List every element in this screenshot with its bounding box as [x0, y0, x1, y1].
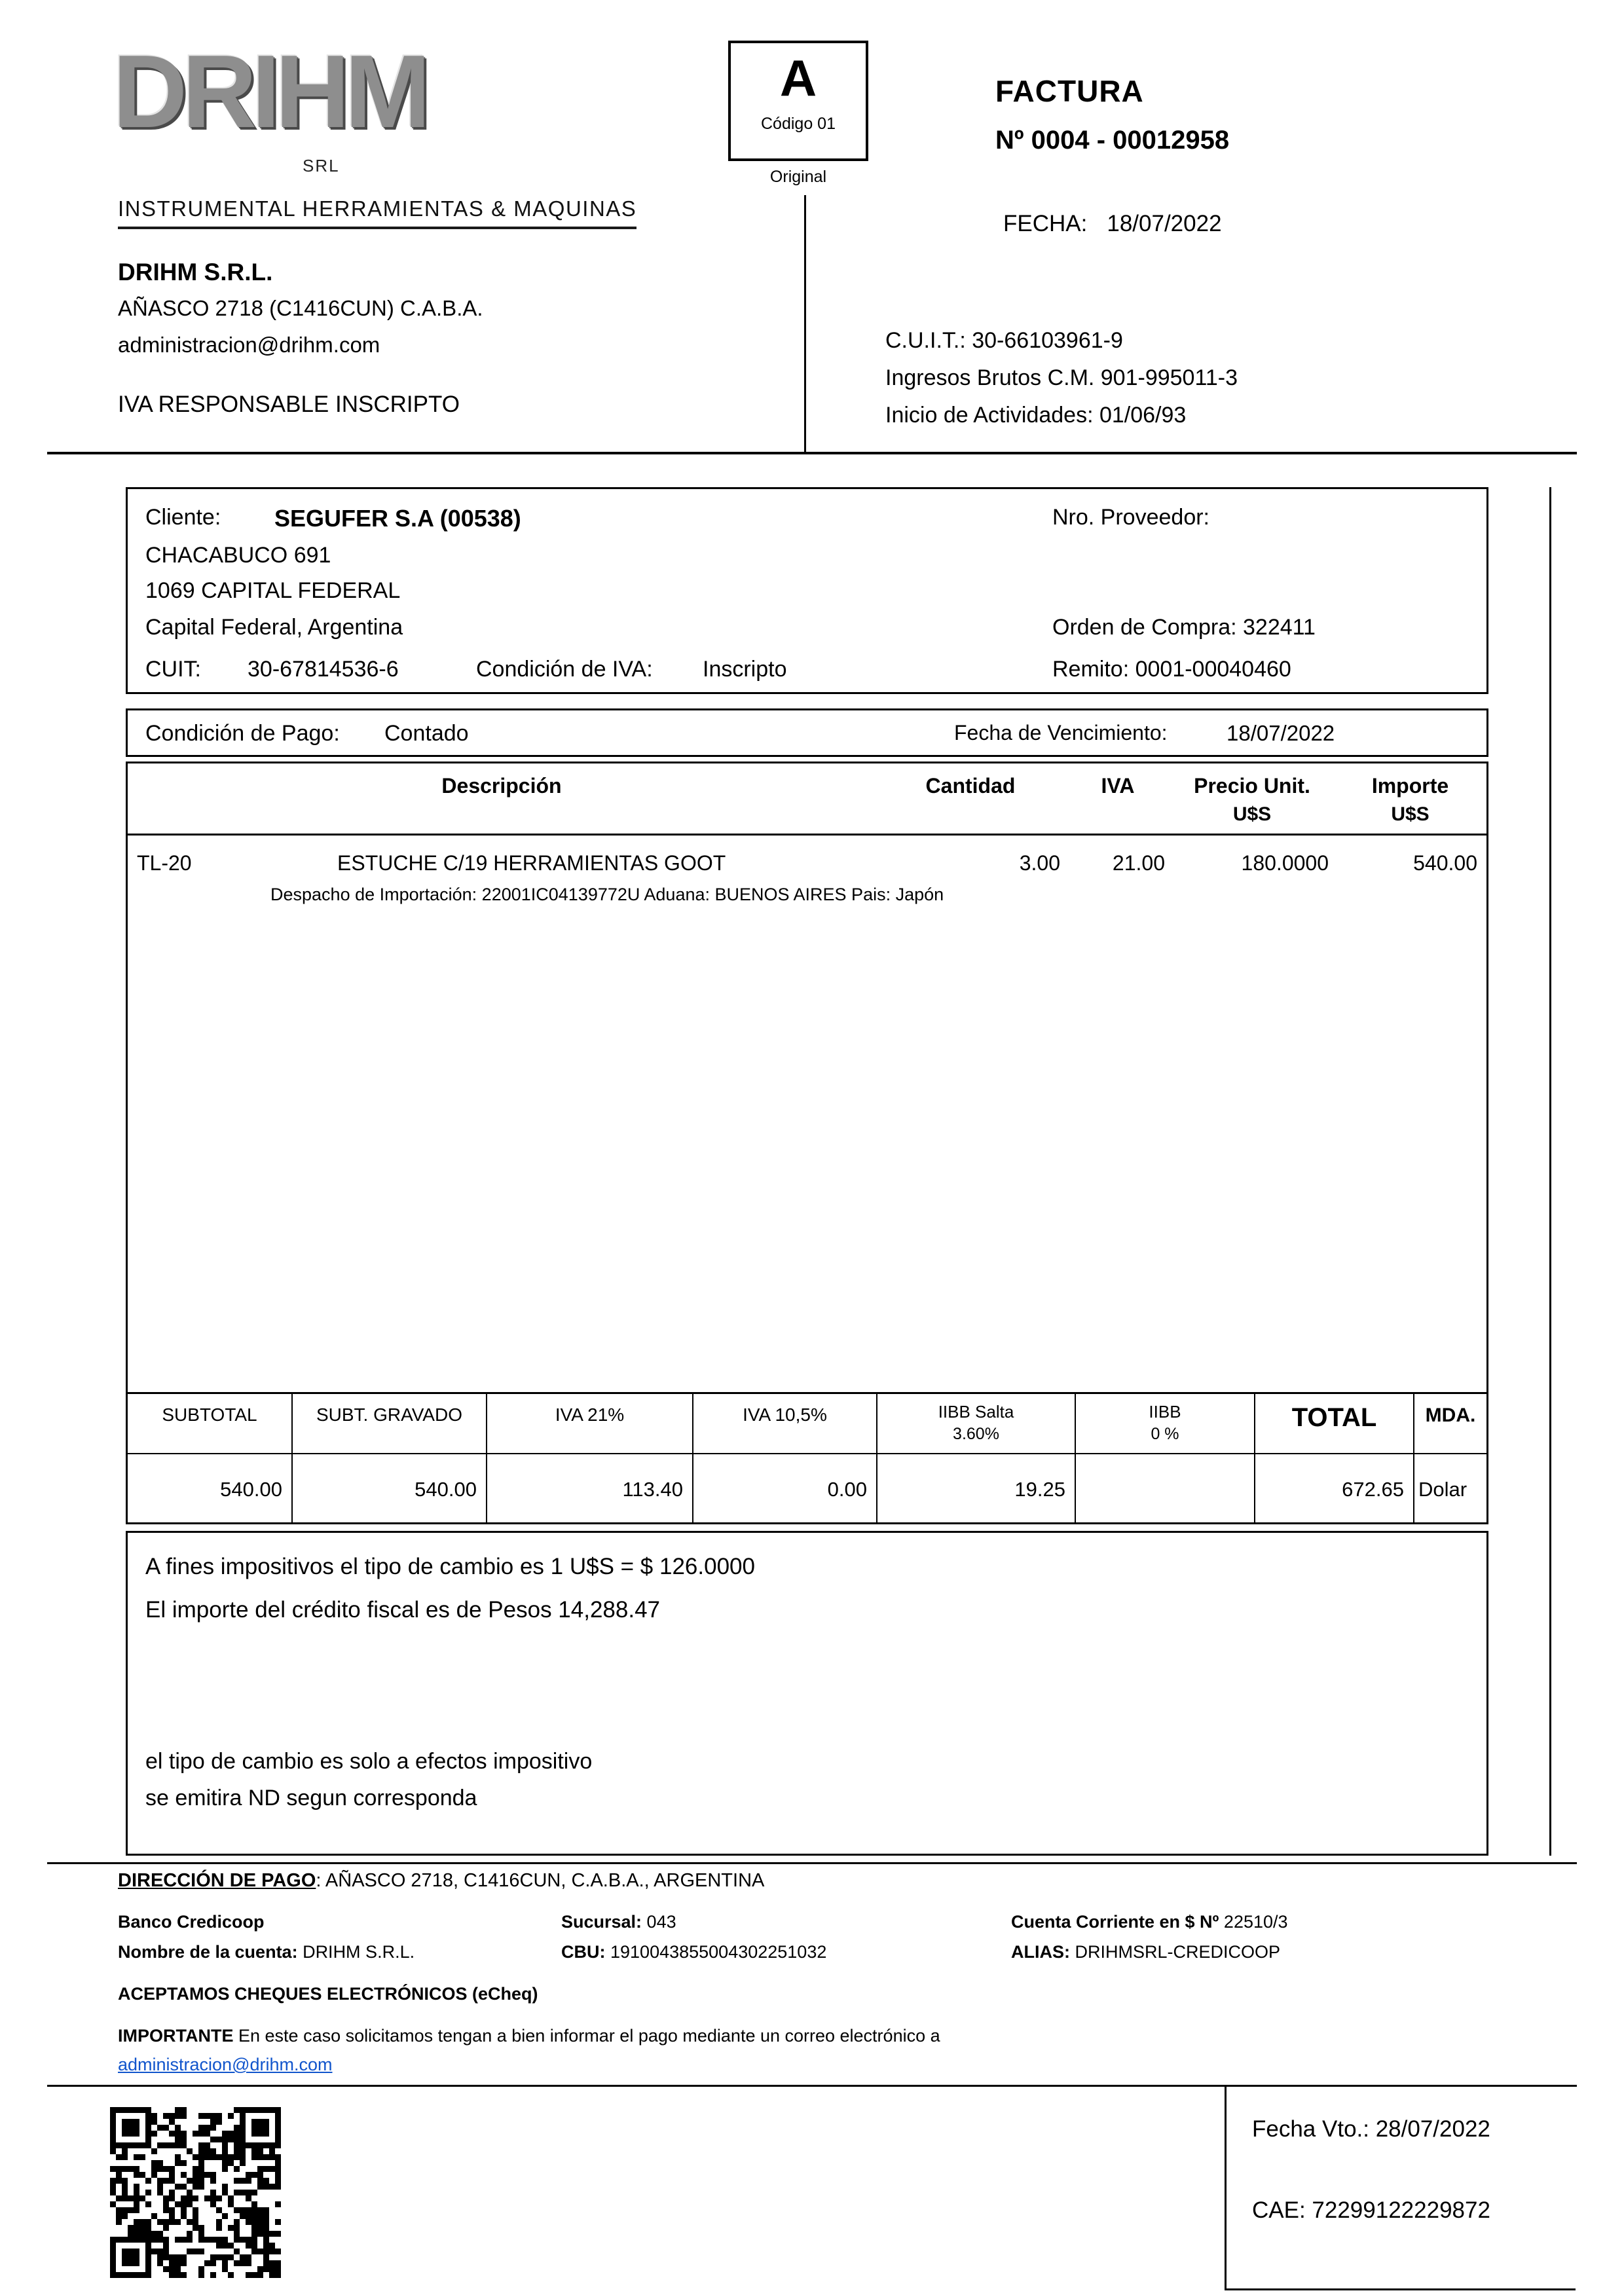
company-gross-income: Ingresos Brutos C.M. 901-995011-3: [885, 365, 1238, 390]
company-tax-status: IVA RESPONSABLE INSCRIPTO: [118, 392, 460, 417]
company-logo-srl: SRL: [303, 156, 340, 175]
totals-value-subtotal: 540.00: [128, 1454, 293, 1522]
provider-number-label: Nro. Proveedor:: [1052, 505, 1209, 530]
note-exchange-rate: A fines impositivos el tipo de cambio es 1 U$S = $ 126.0000: [145, 1554, 755, 1579]
bank-branch: [561, 1912, 676, 1932]
item-quantity: 3.00: [1019, 851, 1060, 875]
invoice-date-value: 18/07/2022: [1107, 211, 1222, 236]
items-header-amount-title: Importe: [1371, 774, 1449, 798]
client-address-line2: 1069 CAPITAL FEDERAL: [145, 578, 401, 603]
totals-header-iibb-salta: [877, 1394, 1076, 1453]
bank-account-value: 22510/3: [1219, 1912, 1288, 1932]
totals-header-iibb-salta-rate: 3.60%: [953, 1425, 999, 1443]
client-cuit-label: CUIT:: [145, 657, 201, 682]
payment-address-value: : AÑASCO 2718, C1416CUN, C.A.B.A., ARGENTINA: [316, 1870, 765, 1891]
totals-header-iibb-rate: 0 %: [1151, 1425, 1179, 1443]
footer-bottom-line: [1225, 2288, 1576, 2290]
payment-terms-value: Contado: [384, 721, 469, 746]
echeq-notice: ACEPTAMOS CHEQUES ELECTRÓNICOS (eCheq): [118, 1984, 538, 2004]
remito-number: Remito: 0001-00040460: [1052, 657, 1291, 682]
item-import-detail: Despacho de Importación: 22001IC04139772U Aduana: BUENOS AIRES Pais: Japón: [270, 885, 944, 904]
bank-cbu: [561, 1942, 826, 1962]
bank-alias-value: DRIHMSRL-CREDICOOP: [1070, 1942, 1281, 1962]
items-header-quantity: Cantidad: [925, 774, 1016, 798]
item-amount: 540.00: [1413, 851, 1477, 875]
account-holder-value: DRIHM S.R.L.: [297, 1942, 415, 1962]
client-box: [126, 487, 1488, 694]
bank-alias-label: ALIAS:: [1011, 1942, 1070, 1962]
totals-header-iva21: IVA 21%: [487, 1394, 693, 1453]
invoice-date: [1003, 211, 1222, 237]
company-email: administracion@drihm.com: [118, 333, 380, 357]
note-exchange-purpose: el tipo de cambio es solo a efectos impositivo: [145, 1749, 593, 1774]
footer-divider: [1225, 2085, 1227, 2290]
footer-due-date: Fecha Vto.: 28/07/2022: [1252, 2116, 1490, 2142]
totals-value-iva105: 0.00: [693, 1454, 877, 1522]
company-tagline: INSTRUMENTAL HERRAMIENTAS & MAQUINAS: [118, 196, 637, 229]
totals-header-iibb-salta-label: IIBB Salta: [938, 1402, 1014, 1422]
bank-cbu-value: 1910043855004302251032: [605, 1942, 827, 1962]
item-iva: 21.00: [1112, 851, 1165, 875]
due-date-label: Fecha de Vencimiento:: [954, 721, 1168, 744]
totals-value-iva21: 113.40: [487, 1454, 693, 1522]
totals-header-row: [128, 1394, 1486, 1453]
purchase-order: Orden de Compra: 322411: [1052, 615, 1316, 640]
totals-value-iibb-salta: 19.25: [877, 1454, 1076, 1522]
item-unit-price: 180.0000: [1241, 851, 1329, 875]
bank-branch-label: Sucursal:: [561, 1912, 642, 1932]
doc-code: Código 01: [761, 115, 836, 133]
invoice-date-label: FECHA:: [1003, 211, 1088, 236]
invoice-number: Nº 0004 - 00012958: [995, 126, 1230, 155]
items-header-amount-currency: U$S: [1391, 803, 1430, 825]
notes-box: [126, 1531, 1488, 1856]
company-name: DRIHM S.R.L.: [118, 259, 273, 285]
items-table-header: [126, 762, 1488, 835]
company-logo: DRIHM: [113, 34, 426, 149]
totals-value-total: 672.65: [1255, 1454, 1414, 1522]
company-cuit: C.U.I.T.: 30-66103961-9: [885, 328, 1123, 353]
section-rule: [47, 1862, 1577, 1864]
totals-value-mda: Dolar: [1418, 1478, 1467, 1501]
note-fiscal-credit: El importe del crédito fiscal es de Pesos 14,288.47: [145, 1597, 660, 1623]
items-header-unit-price-currency: U$S: [1232, 803, 1272, 825]
invoice-title: FACTURA: [995, 74, 1144, 108]
payment-terms-box: [126, 708, 1488, 757]
due-date-value: 18/07/2022: [1227, 721, 1335, 745]
totals-header-iibb-label: IIBB: [1149, 1402, 1181, 1422]
payment-address: [118, 1870, 764, 1892]
totals-header-iibb: [1076, 1394, 1255, 1453]
client-cuit-value: 30-67814536-6: [248, 657, 399, 682]
important-notice: [118, 2026, 940, 2046]
important-label: IMPORTANTE: [118, 2026, 234, 2046]
items-header-unit-price-title: Precio Unit.: [1194, 774, 1310, 798]
company-activity-start: Inicio de Actividades: 01/06/93: [885, 403, 1187, 428]
client-address-line3: Capital Federal, Argentina: [145, 615, 403, 640]
bank-cbu-label: CBU:: [561, 1942, 606, 1962]
totals-header-total: TOTAL: [1255, 1394, 1414, 1453]
client-name: SEGUFER S.A (00538): [274, 505, 521, 532]
footer-rule: [47, 2085, 1577, 2087]
doc-letter-box: [728, 41, 868, 161]
bank-name: Banco Credicoop: [118, 1912, 265, 1932]
note-nd: se emitira ND segun corresponda: [145, 1786, 477, 1810]
totals-header-subt-gravado: SUBT. GRAVADO: [293, 1394, 487, 1453]
totals-value-iibb: [1076, 1454, 1255, 1522]
payment-terms-label: Condición de Pago:: [145, 721, 340, 746]
totals-table: [126, 1392, 1488, 1524]
important-text: En este caso solicitamos tengan a bien informar el pago mediante un correo electrónico a: [233, 2026, 940, 2046]
payment-address-label: DIRECCIÓN DE PAGO: [118, 1870, 316, 1891]
qr-code: [110, 2107, 287, 2284]
items-header-unit-price: [1170, 763, 1334, 834]
items-header-amount: [1334, 763, 1486, 834]
items-header-iva: IVA: [1101, 774, 1135, 798]
totals-values-row: [128, 1453, 1486, 1522]
right-frame-line: [1549, 487, 1551, 1856]
client-address-line1: CHACABUCO 691: [145, 543, 331, 568]
totals-header-iva105: IVA 10,5%: [693, 1394, 877, 1453]
items-header-description: Descripción: [441, 774, 562, 798]
bank-alias: [1011, 1942, 1280, 1962]
doc-letter: A: [779, 49, 817, 107]
bank-account: [1011, 1912, 1288, 1932]
header-divider: [804, 195, 806, 453]
item-code: TL-20: [137, 851, 192, 875]
client-label: Cliente:: [145, 505, 221, 530]
account-holder-label: Nombre de la cuenta:: [118, 1942, 298, 1962]
totals-header-subtotal: SUBTOTAL: [128, 1394, 293, 1453]
account-holder: [118, 1942, 415, 1962]
client-iva-label: Condición de IVA:: [476, 657, 653, 682]
item-row: [128, 835, 1486, 875]
company-address: AÑASCO 2718 (C1416CUN) C.A.B.A.: [118, 296, 483, 320]
payment-email-link[interactable]: administracion@drihm.com: [118, 2055, 333, 2074]
item-description: ESTUCHE C/19 HERRAMIENTAS GOOT: [337, 851, 726, 875]
bank-account-label: Cuenta Corriente en $ Nº: [1011, 1912, 1219, 1932]
company-fiscal-info: [885, 322, 1238, 434]
totals-header-mda: MDA.: [1425, 1405, 1476, 1426]
items-table-body: [126, 835, 1488, 1392]
footer-cae: CAE: 72299122229872: [1252, 2197, 1490, 2223]
client-iva-value: Inscripto: [703, 657, 787, 682]
totals-value-subt-gravado: 540.00: [293, 1454, 487, 1522]
header-rule: [47, 452, 1577, 454]
bank-branch-value: 043: [642, 1912, 676, 1932]
doc-copy-label: Original: [769, 168, 827, 186]
